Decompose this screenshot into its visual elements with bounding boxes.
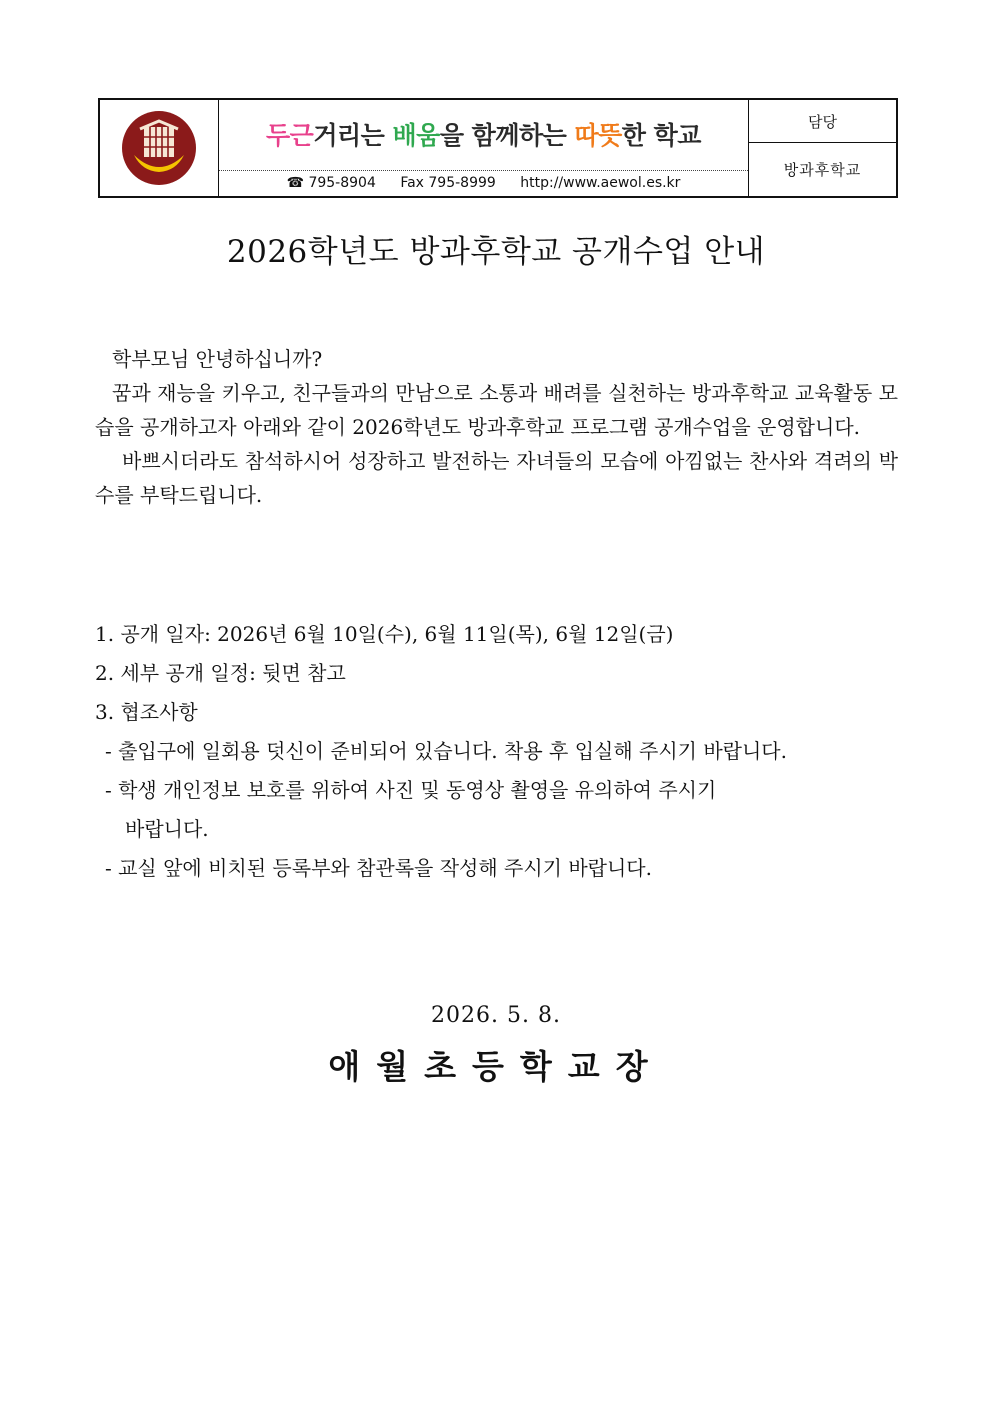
slogan-part: 을 함께하는 bbox=[439, 121, 575, 150]
dotted-divider bbox=[219, 170, 748, 171]
list-subitem-shoes: - 출입구에 일회용 덧신이 준비되어 있습니다. 착용 후 입실해 주시기 바랍니다. bbox=[105, 739, 787, 763]
list-subitem-privacy: - 학생 개인정보 보호를 위하여 사진 및 동영상 촬영을 유의하여 주시기 bbox=[105, 778, 717, 802]
slogan-cell bbox=[219, 100, 749, 196]
slogan-part: 배움 bbox=[392, 121, 440, 150]
greeting: 학부모님 안녕하십니까? bbox=[112, 347, 323, 371]
slogan-part: 두근 bbox=[266, 121, 314, 150]
list-subitem-register: - 교실 앞에 비치된 등록부와 참관록을 작성해 주시기 바랍니다. bbox=[105, 856, 652, 880]
list-item-schedule: 2. 세부 공개 일정: 뒷면 참고 bbox=[95, 661, 346, 685]
document-title: 2026학년도 방과후학교 공개수업 안내 bbox=[226, 234, 766, 270]
signer: 애월초등학교장 bbox=[328, 1047, 664, 1086]
logo-cell bbox=[100, 100, 219, 196]
phone-number: ☎ 795-8904 bbox=[286, 175, 376, 191]
charge-cell bbox=[749, 100, 896, 196]
contact-info bbox=[219, 175, 748, 191]
website-link[interactable]: http://www.aewol.es.kr bbox=[520, 175, 681, 191]
slogan-part: 따뜻 bbox=[574, 121, 622, 150]
document-date: 2026. 5. 8. bbox=[431, 1003, 561, 1028]
letterhead-box bbox=[98, 98, 898, 198]
slogan-part: 한 학교 bbox=[621, 121, 701, 150]
letter-body bbox=[95, 342, 898, 512]
list-subitem-privacy-cont: 바랍니다. bbox=[125, 817, 209, 841]
list-item-cooperation: 3. 협조사항 bbox=[95, 700, 198, 724]
school-emblem-icon bbox=[120, 109, 198, 187]
charge-label: 담당 bbox=[749, 100, 896, 143]
slogan-part: 거리는 bbox=[313, 121, 393, 150]
list-item-date: 1. 공개 일자: 2026년 6월 10일(수), 6월 11일(목), 6월 12일(금) bbox=[95, 622, 674, 646]
details-list bbox=[95, 615, 898, 888]
paragraph-intro: 꿈과 재능을 키우고, 친구들과의 만남으로 소통과 배려를 실천하는 방과후학교 교육활동 모습을 공개하고자 아래와 같이 2026학년도 방과후학교 프로그램 공개수업을 운영합니다. bbox=[95, 381, 898, 439]
charge-value: 방과후학교 bbox=[783, 161, 862, 179]
paragraph-request: 바쁘시더라도 참석하시어 성장하고 발전하는 자녀들의 모습에 아낌없는 찬사와 격려의 박수를 부탁드립니다. bbox=[95, 449, 898, 507]
fax-number: Fax 795-8999 bbox=[400, 175, 496, 191]
school-slogan bbox=[219, 116, 748, 152]
